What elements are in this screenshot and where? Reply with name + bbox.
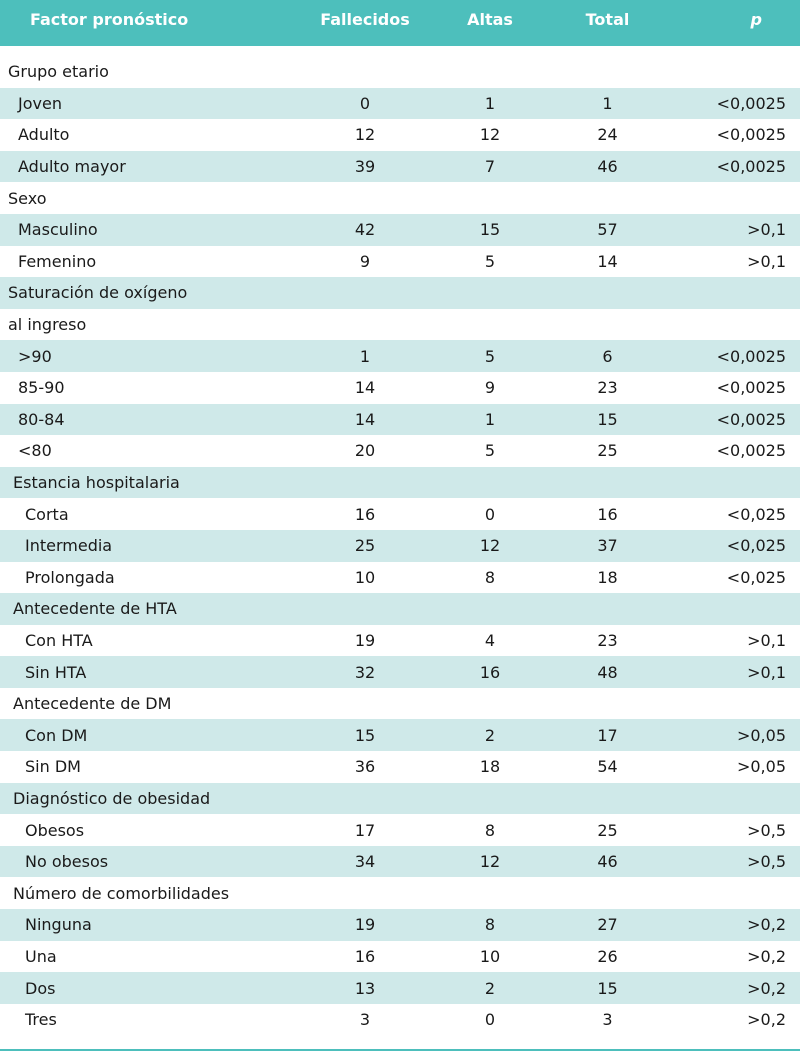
cell-altas: 5 — [484, 251, 496, 271]
cell-altas: 8 — [484, 820, 496, 840]
cell-fallecidos — [300, 467, 430, 499]
row-label: Sexo — [8, 188, 47, 208]
row-label: Una — [25, 946, 57, 966]
cell-total — [550, 467, 665, 499]
row-label: Grupo etario — [8, 62, 109, 82]
cell-fallecidos — [300, 56, 430, 88]
cell-total — [550, 277, 665, 309]
cell-total — [550, 783, 665, 815]
cell-fallecidos: 32 — [354, 662, 376, 682]
cell-altas — [430, 277, 550, 309]
header-total: Total — [585, 10, 630, 29]
cell-altas: 0 — [484, 1010, 496, 1030]
row-label: Diagnóstico de obesidad — [13, 788, 211, 808]
cell-fallecidos: 16 — [354, 504, 376, 524]
cell-p: >0,5 — [747, 820, 786, 840]
cell-p: <0,025 — [726, 536, 786, 556]
cell-altas: 16 — [479, 662, 501, 682]
cell-total: 54 — [597, 757, 618, 777]
cell-fallecidos: 36 — [354, 757, 376, 777]
cell-total: 15 — [597, 978, 618, 998]
cell-fallecidos: 39 — [354, 157, 376, 177]
row-label: Estancia hospitalaria — [13, 473, 180, 493]
table-row — [0, 404, 800, 436]
cell-p — [665, 56, 800, 88]
cell-p — [665, 277, 800, 309]
cell-total: 14 — [597, 251, 618, 271]
cell-total: 23 — [597, 630, 618, 650]
cell-altas: 2 — [484, 978, 496, 998]
cell-p: >0,2 — [747, 1010, 786, 1030]
cell-total — [550, 688, 665, 720]
table-row — [0, 498, 800, 530]
cell-total: 17 — [597, 725, 618, 745]
table-row — [0, 1004, 800, 1036]
table-group-row — [0, 688, 800, 720]
cell-fallecidos: 14 — [354, 378, 376, 398]
cell-total — [550, 182, 665, 214]
cell-p: <0,0025 — [716, 157, 786, 177]
table-group-row — [0, 277, 800, 309]
cell-total: 37 — [597, 536, 618, 556]
cell-p: >0,5 — [747, 852, 786, 872]
cell-p — [665, 182, 800, 214]
cell-total — [550, 309, 665, 341]
row-label: 80-84 — [18, 409, 65, 429]
cell-p: <0,0025 — [716, 409, 786, 429]
cell-p — [665, 877, 800, 909]
table-group-row — [0, 783, 800, 815]
cell-fallecidos — [300, 309, 430, 341]
cell-altas — [430, 593, 550, 625]
table-row — [0, 814, 800, 846]
table-row — [0, 846, 800, 878]
cell-total: 46 — [597, 157, 618, 177]
cell-altas: 8 — [484, 567, 496, 587]
table-row — [0, 214, 800, 246]
table-row — [0, 751, 800, 783]
cell-p — [665, 467, 800, 499]
cell-p: >0,2 — [747, 915, 786, 935]
cell-total: 1 — [602, 93, 613, 113]
table-group-row — [0, 877, 800, 909]
cell-total — [550, 877, 665, 909]
cell-fallecidos: 34 — [354, 852, 376, 872]
row-label: 85-90 — [18, 378, 65, 398]
cell-p: >0,1 — [747, 220, 786, 240]
row-label: Obesos — [25, 820, 85, 840]
cell-fallecidos — [300, 593, 430, 625]
row-label: No obesos — [25, 852, 109, 872]
table-row — [0, 909, 800, 941]
table-row — [0, 656, 800, 688]
table-row — [0, 941, 800, 973]
row-label: Con HTA — [25, 630, 93, 650]
cell-total: 16 — [597, 504, 618, 524]
cell-p: <0,025 — [726, 504, 786, 524]
cell-altas: 1 — [484, 409, 496, 429]
header-altas: Altas — [467, 10, 513, 29]
row-label: <80 — [18, 441, 52, 461]
cell-p — [665, 783, 800, 815]
row-label: Prolongada — [25, 567, 115, 587]
table-header — [0, 0, 800, 46]
cell-total: 48 — [597, 662, 618, 682]
cell-altas: 2 — [484, 725, 496, 745]
cell-total: 27 — [597, 915, 618, 935]
cell-altas: 10 — [479, 946, 501, 966]
cell-p: <0,0025 — [716, 93, 786, 113]
cell-total: 3 — [602, 1010, 613, 1030]
cell-altas — [430, 688, 550, 720]
cell-p — [665, 593, 800, 625]
row-label: Corta — [25, 504, 69, 524]
cell-p: >0,05 — [736, 725, 786, 745]
cell-total: 15 — [597, 409, 618, 429]
cell-p: >0,2 — [747, 946, 786, 966]
cell-altas: 7 — [484, 157, 496, 177]
cell-total: 46 — [597, 852, 618, 872]
cell-fallecidos: 14 — [354, 409, 376, 429]
row-label: Número de comorbilidades — [13, 883, 230, 903]
cell-altas — [430, 783, 550, 815]
cell-fallecidos: 25 — [354, 536, 376, 556]
cell-p: <0,0025 — [716, 441, 786, 461]
row-label: Ninguna — [25, 915, 92, 935]
cell-fallecidos — [300, 277, 430, 309]
cell-total: 6 — [602, 346, 613, 366]
cell-fallecidos: 17 — [354, 820, 376, 840]
cell-altas — [430, 467, 550, 499]
cell-p — [665, 688, 800, 720]
cell-altas: 0 — [484, 504, 496, 524]
cell-altas: 8 — [484, 915, 496, 935]
cell-fallecidos: 19 — [354, 630, 376, 650]
cell-p — [665, 309, 800, 341]
cell-altas: 1 — [484, 93, 496, 113]
cell-fallecidos: 12 — [354, 125, 376, 145]
cell-total: 24 — [597, 125, 618, 145]
cell-total: 57 — [597, 220, 618, 240]
row-label: >90 — [18, 346, 52, 366]
cell-altas — [430, 56, 550, 88]
cell-total — [550, 593, 665, 625]
cell-fallecidos: 13 — [354, 978, 376, 998]
row-label: Masculino — [18, 220, 98, 240]
table-body — [0, 46, 800, 1050]
cell-altas: 5 — [484, 441, 496, 461]
row-label: Con DM — [25, 725, 88, 745]
table-group-row — [0, 467, 800, 499]
cell-fallecidos: 19 — [354, 915, 376, 935]
table-group-row — [0, 182, 800, 214]
cell-fallecidos — [300, 182, 430, 214]
cell-altas: 5 — [484, 346, 496, 366]
cell-altas: 9 — [484, 378, 496, 398]
table-row — [0, 88, 800, 120]
table-row — [0, 562, 800, 594]
row-label: Antecedente de DM — [13, 694, 172, 714]
table-row — [0, 435, 800, 467]
row-label: Sin HTA — [25, 662, 87, 682]
row-label: Joven — [18, 93, 62, 113]
row-label: Intermedia — [25, 536, 113, 556]
cell-fallecidos: 42 — [354, 220, 376, 240]
table-group-row — [0, 56, 800, 88]
row-label: Tres — [25, 1010, 57, 1030]
table-row — [0, 719, 800, 751]
cell-p: >0,1 — [747, 251, 786, 271]
cell-altas: 18 — [479, 757, 501, 777]
cell-altas: 4 — [484, 630, 496, 650]
cell-p: <0,0025 — [716, 125, 786, 145]
cell-p: >0,1 — [747, 630, 786, 650]
row-label: al ingreso — [8, 315, 87, 335]
table-row — [0, 151, 800, 183]
cell-p: >0,1 — [747, 662, 786, 682]
cell-total: 25 — [597, 820, 618, 840]
cell-altas — [430, 182, 550, 214]
row-label: Adulto mayor — [18, 157, 126, 177]
table-group-row — [0, 593, 800, 625]
cell-fallecidos: 20 — [354, 441, 376, 461]
cell-altas: 12 — [479, 125, 501, 145]
cell-altas — [430, 877, 550, 909]
cell-fallecidos: 0 — [359, 93, 371, 113]
table-row — [0, 625, 800, 657]
cell-fallecidos: 15 — [354, 725, 376, 745]
table-row — [0, 372, 800, 404]
cell-p: >0,2 — [747, 978, 786, 998]
row-label: Antecedente de HTA — [13, 599, 177, 619]
cell-total: 25 — [597, 441, 618, 461]
cell-p: <0,0025 — [716, 346, 786, 366]
cell-fallecidos: 16 — [354, 946, 376, 966]
table-row — [0, 340, 800, 372]
row-label: Adulto — [18, 125, 70, 145]
table-row — [0, 530, 800, 562]
row-label: Saturación de oxígeno — [8, 283, 188, 303]
row-label: Dos — [25, 978, 56, 998]
cell-altas: 15 — [479, 220, 501, 240]
table-row — [0, 246, 800, 278]
cell-total: 26 — [597, 946, 618, 966]
cell-fallecidos: 9 — [359, 251, 371, 271]
table-bottom-rule — [0, 1035, 800, 1050]
cell-fallecidos: 1 — [359, 346, 371, 366]
cell-fallecidos — [300, 783, 430, 815]
header-factor: Factor pronóstico — [30, 10, 189, 29]
cell-fallecidos: 10 — [354, 567, 376, 587]
table-row — [0, 972, 800, 1004]
row-label: Femenino — [18, 251, 97, 271]
cell-fallecidos — [300, 688, 430, 720]
cell-total: 23 — [597, 378, 618, 398]
cell-total — [550, 56, 665, 88]
cell-p: <0,0025 — [716, 378, 786, 398]
cell-fallecidos — [300, 877, 430, 909]
cell-p: <0,025 — [726, 567, 786, 587]
cell-total: 18 — [597, 567, 618, 587]
cell-fallecidos: 3 — [359, 1010, 371, 1030]
cell-altas: 12 — [479, 536, 501, 556]
cell-p: >0,05 — [736, 757, 786, 777]
table-group-row — [0, 309, 800, 341]
cell-altas — [430, 309, 550, 341]
cell-altas: 12 — [479, 852, 501, 872]
row-label: Sin DM — [25, 757, 81, 777]
header-p: p — [750, 10, 762, 29]
table-row — [0, 119, 800, 151]
header-fallecidos: Fallecidos — [320, 10, 410, 29]
